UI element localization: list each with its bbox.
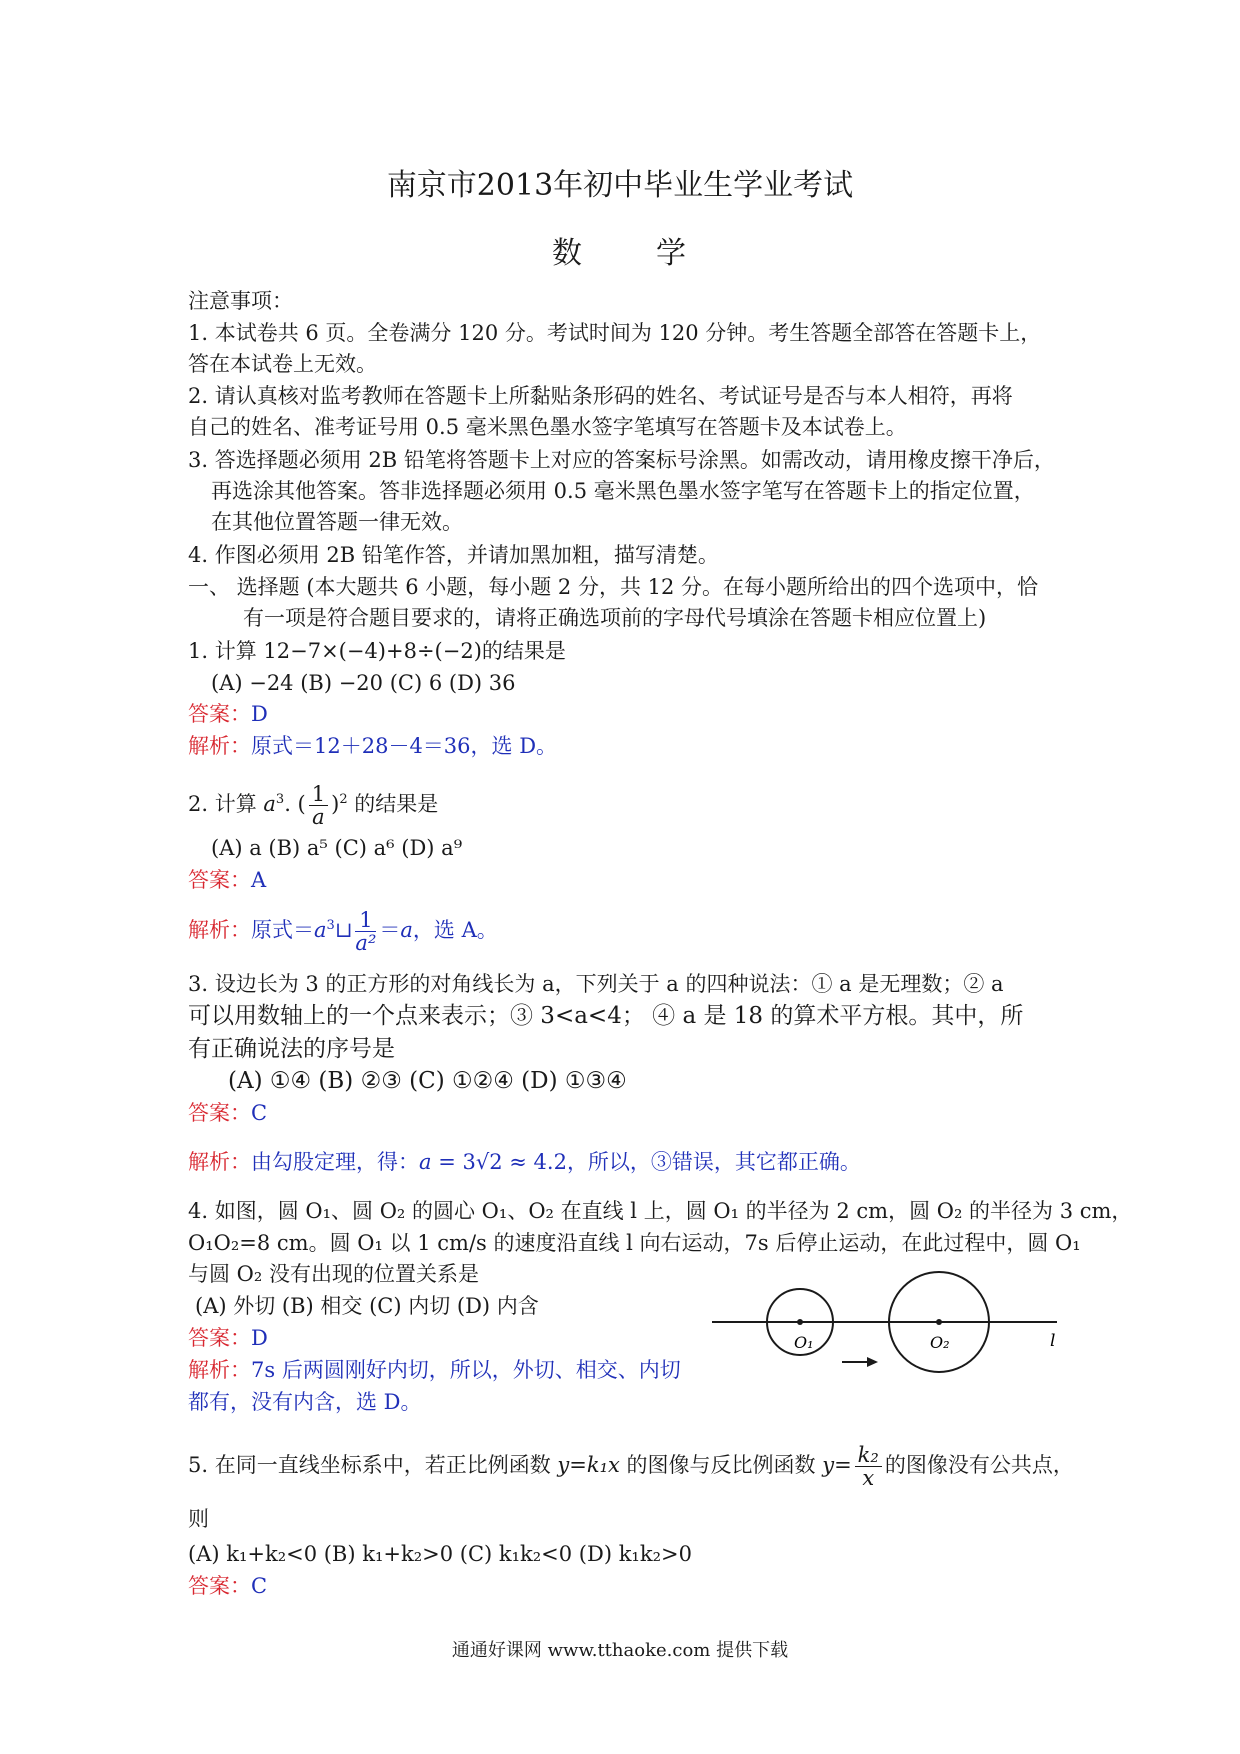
- q3-answer-value: C: [251, 1101, 268, 1125]
- q2-stem-tail: 的结果是: [347, 792, 439, 816]
- subject-char-1: 数: [552, 236, 584, 271]
- q5-fraction: [855, 1444, 882, 1489]
- q5-stem: [188, 1442, 1074, 1489]
- q4-analysis-line-2: 都有，没有内含，选 D。: [188, 1390, 422, 1414]
- q4-options: (A) 外切 (B) 相交 (C) 内切 (D) 内含: [195, 1294, 539, 1318]
- label-l: l: [1050, 1331, 1056, 1351]
- q5-linear-fn: y=k₁x: [557, 1453, 620, 1477]
- q2-analysis-prefix: 原式＝: [251, 918, 314, 942]
- q2-answer-value: A: [251, 868, 267, 892]
- center-o2: [936, 1319, 942, 1325]
- q2-analysis-symbol: ⊔: [334, 918, 353, 942]
- q5-answer: [188, 1571, 267, 1601]
- q2-dot: . (: [284, 792, 306, 816]
- center-o1: [797, 1319, 803, 1325]
- section-1-heading-line-2: 有一项是符合题目要求的，请将正确选项前的字母代号填涂在答题卡相应位置上): [243, 606, 987, 630]
- q1-analysis-text: 原式＝12＋28－4＝36，选 D。: [251, 734, 558, 758]
- q5-line-2: 则: [188, 1507, 209, 1531]
- section-1-heading-line-1: 一、 选择题 (本大题共 6 小题，每小题 2 分，共 12 分。在每小题所给出的四个选项中，恰: [188, 575, 1039, 599]
- notice-item-1-line-1: 1. 本试卷共 6 页。全卷满分 120 分。考试时间为 120 分钟。考生答题全部答在答题卡上，: [188, 321, 1042, 345]
- q3-line-2: 可以用数轴上的一个点来表示；③ 3<a<4； ④ a 是 18 的算术平方根。其中，所: [188, 1003, 1024, 1029]
- q1-answer-value: D: [251, 702, 268, 726]
- notice-item-1-line-2: 答在本试卷上无效。: [188, 352, 377, 376]
- notice-item-3-line-1: 3. 答选择题必须用 2B 铅笔将答题卡上对应的答案标号涂黑。如需改动，请用橡皮擦干净后，: [188, 448, 1055, 472]
- q4-line-3: 与圆 O₂ 没有出现的位置关系是: [188, 1262, 479, 1286]
- q2-analysis-expr: [251, 908, 498, 955]
- q2-analysis-frac-den: a²: [355, 931, 377, 955]
- notice-heading: 注意事项：: [188, 289, 293, 313]
- q3-analysis-text: [251, 1150, 861, 1174]
- q2-paren: ): [331, 792, 340, 816]
- q2-stem: [188, 778, 438, 828]
- notice-item-2-line-1: 2. 请认真核对监考教师在答题卡上所黏贴条形码的姓名、考试证号是否与本人相符，再将: [188, 384, 1013, 408]
- q2-frac-den: a: [312, 805, 325, 829]
- page-title: 南京市2013年初中毕业生学业考试: [386, 168, 854, 203]
- q3-answer: [188, 1098, 267, 1128]
- analysis-label: 解析：: [188, 1358, 251, 1382]
- q1-analysis: [188, 731, 557, 761]
- label-o1: O₁: [794, 1333, 814, 1352]
- q5-frac-num: k₂: [855, 1444, 882, 1467]
- q2-analysis-tail: ，选 A。: [412, 918, 498, 942]
- q3-line-3: 有正确说法的序号是: [188, 1036, 395, 1062]
- analysis-label: 解析：: [188, 1150, 251, 1174]
- q5-frac-den: x: [862, 1466, 875, 1490]
- q4-answer-value: D: [251, 1326, 268, 1350]
- notice-item-3-line-3: 在其他位置答题一律无效。: [211, 510, 463, 534]
- q2-fraction: [309, 783, 328, 828]
- q3-analysis-var: a: [419, 1150, 432, 1174]
- q2-stem-text: 2. 计算: [188, 792, 264, 816]
- answer-label: 答案：: [188, 1326, 251, 1350]
- q4-line-1: 4. 如图，圆 O₁、圆 O₂ 的圆心 O₁、O₂ 在直线 l 上，圆 O₁ 的半径为 2 cm，圆 O₂ 的半径为 3 cm，: [188, 1199, 1133, 1223]
- q4-answer: [188, 1323, 268, 1353]
- q2-outer-exp: 2: [339, 792, 348, 807]
- label-o2: O₂: [930, 1333, 950, 1352]
- q3-analysis-tail: ，所以，③错误，其它都正确。: [566, 1150, 861, 1174]
- answer-label: 答案：: [188, 868, 251, 892]
- q2-options: (A) a (B) a⁵ (C) a⁶ (D) a⁹: [211, 836, 463, 860]
- q2-frac-num: 1: [309, 783, 328, 806]
- analysis-label: 解析：: [188, 918, 251, 942]
- page-footer: 通通好课网 www.tthaoke.com 提供下载: [451, 1640, 789, 1661]
- q2-analysis-fraction: [355, 909, 376, 954]
- q1-answer: [188, 699, 268, 729]
- answer-label: 答案：: [188, 1101, 251, 1125]
- q4-analysis-line-1: [188, 1355, 681, 1385]
- analysis-label: 解析：: [188, 734, 251, 758]
- q1-stem: 1. 计算 12−7×(−4)+8÷(−2)的结果是: [188, 639, 566, 663]
- q5-answer-value: C: [251, 1574, 268, 1598]
- subject-char-2: 学: [656, 236, 688, 271]
- q5-inverse-fn: y=: [822, 1453, 852, 1477]
- q5-stem-text: 5. 在同一直线坐标系中，若正比例函数: [188, 1453, 558, 1477]
- q3-options: (A) ①④ (B) ②③ (C) ①②④ (D) ①③④: [228, 1068, 627, 1094]
- arrow-right-icon: [867, 1357, 878, 1367]
- q1-options: (A) −24 (B) −20 (C) 6 (D) 36: [211, 671, 516, 695]
- q2-analysis: [188, 903, 498, 954]
- q3-analysis-value: = 3√2 ≈ 4.2: [431, 1150, 567, 1174]
- q2-analysis-exp: 3: [326, 918, 335, 933]
- answer-label: 答案：: [188, 1574, 251, 1598]
- q5-stem-mid: 的图像与反比例函数: [619, 1453, 823, 1477]
- answer-label: 答案：: [188, 702, 251, 726]
- notice-item-4: 4. 作图必须用 2B 铅笔作答，并请加黑加粗，描写清楚。: [188, 543, 719, 567]
- q3-analysis-prefix: 由勾股定理，得：: [251, 1150, 419, 1174]
- q2-exp: 3: [275, 792, 285, 807]
- q4-circles-figure: [712, 1262, 1072, 1402]
- q5-options: (A) k₁+k₂<0 (B) k₁+k₂>0 (C) k₁k₂<0 (D) k₁k₂>0: [188, 1542, 692, 1566]
- q2-analysis-frac-num: 1: [355, 909, 376, 932]
- notice-item-2-line-2: 自己的姓名、准考证号用 0.5 毫米黑色墨水签字笔填写在答题卡及本试卷上。: [188, 415, 907, 439]
- q3-line-1: 3. 设边长为 3 的正方形的对角线长为 a，下列关于 a 的四种说法：① a 是无理数；② a: [188, 972, 1004, 996]
- q2-analysis-eq: ＝: [379, 918, 401, 942]
- q4-analysis-text: 7s 后两圆刚好内切，所以，外切、相交、内切: [251, 1358, 681, 1382]
- q2-var: a: [263, 792, 276, 816]
- q3-analysis: [188, 1147, 861, 1177]
- notice-item-3-line-2: 再选涂其他答案。答非选择题必须用 0.5 毫米黑色墨水签字笔写在答题卡上的指定位置，: [211, 479, 1035, 503]
- q4-line-2: O₁O₂=8 cm。圆 O₁ 以 1 cm/s 的速度沿直线 l 向右运动，7s 后停止运动，在此过程中，圆 O₁: [188, 1231, 1081, 1255]
- q5-stem-tail: 的图像没有公共点，: [884, 1453, 1074, 1477]
- q2-analysis-result: a: [400, 918, 413, 942]
- q2-analysis-var: a: [314, 918, 327, 942]
- q2-answer: [188, 865, 266, 895]
- subject-heading: [0, 228, 1240, 272]
